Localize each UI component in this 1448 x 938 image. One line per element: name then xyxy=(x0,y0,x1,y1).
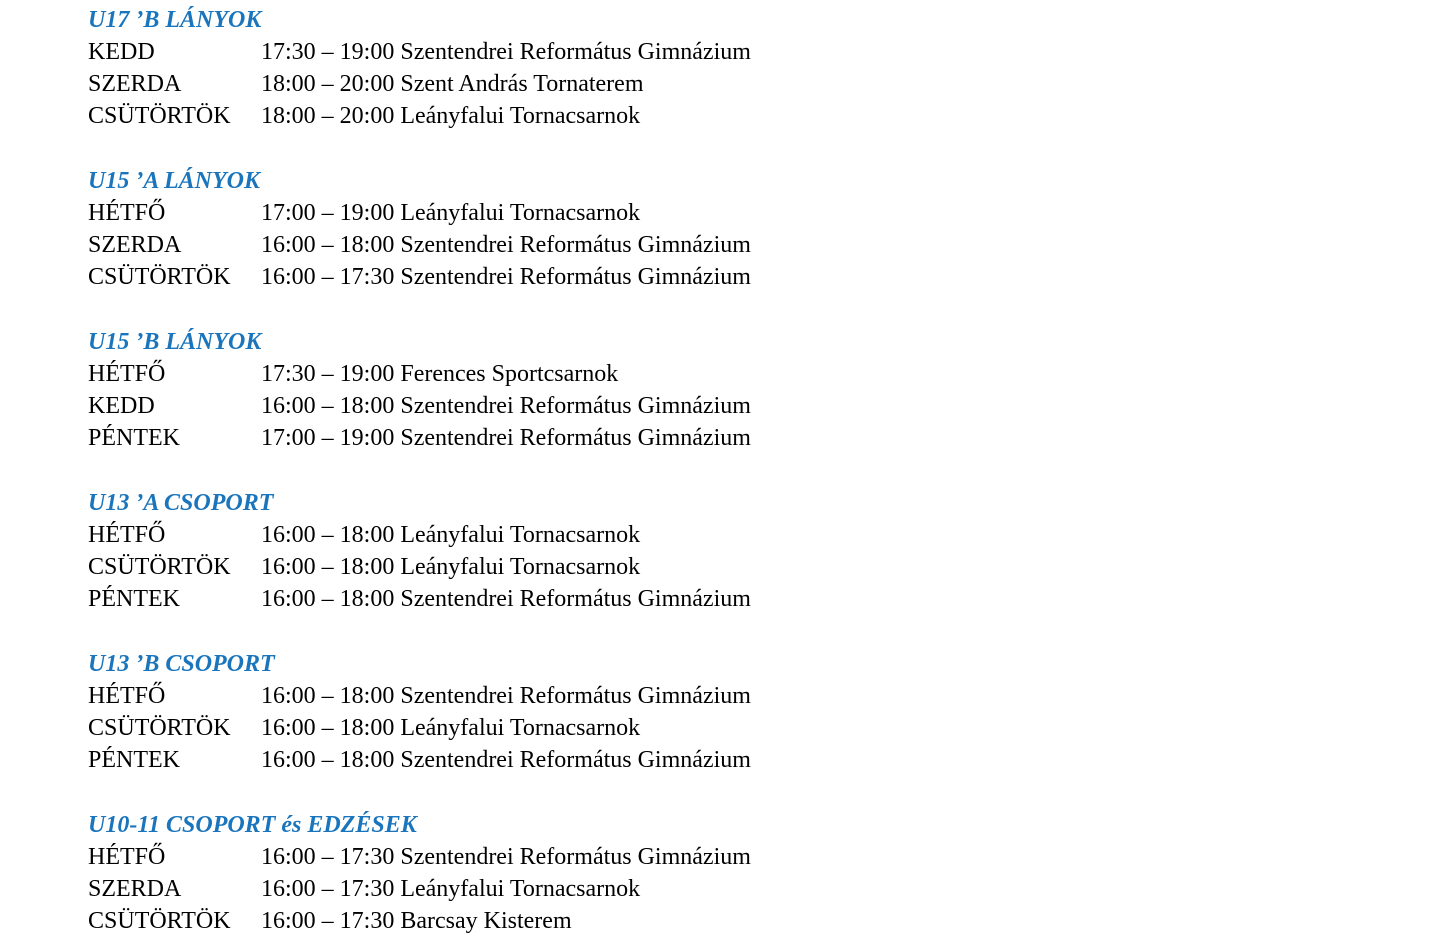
venue-name: Szent András Tornaterem xyxy=(400,71,644,97)
time-range: 17:00 – 19:00 xyxy=(261,425,395,451)
schedule-group xyxy=(88,4,1388,132)
schedule-row xyxy=(88,358,1388,390)
schedule-group xyxy=(88,648,1388,776)
time-range: 16:00 – 18:00 xyxy=(261,522,395,548)
venue-name: Leányfalui Tornacsarnok xyxy=(400,522,641,548)
time-range: 17:30 – 19:00 xyxy=(261,39,395,65)
schedule-row xyxy=(88,390,1388,422)
venue-name: Szentendrei Református Gimnázium xyxy=(400,39,751,65)
day-label: KEDD xyxy=(88,39,155,65)
venue-name: Szentendrei Református Gimnázium xyxy=(400,393,751,419)
venue-name: Szentendrei Református Gimnázium xyxy=(400,844,751,870)
venue-name: Szentendrei Református Gimnázium xyxy=(400,264,751,290)
day-label: CSÜTÖRTÖK xyxy=(88,908,231,934)
group-title: U15 ’B LÁNYOK xyxy=(88,329,262,355)
schedule-document xyxy=(88,4,1388,937)
schedule-row xyxy=(88,422,1388,454)
time-range: 18:00 – 20:00 xyxy=(261,71,395,97)
venue-name: Leányfalui Tornacsarnok xyxy=(400,715,641,741)
schedule-row xyxy=(88,905,1388,937)
venue-name: Barcsay Kisterem xyxy=(400,908,572,934)
venue-name: Szentendrei Református Gimnázium xyxy=(400,747,751,773)
schedule-group xyxy=(88,326,1388,454)
venue-name: Szentendrei Református Gimnázium xyxy=(400,683,751,709)
venue-name: Szentendrei Református Gimnázium xyxy=(400,425,751,451)
schedule-row xyxy=(88,519,1388,551)
day-label: HÉTFŐ xyxy=(88,522,166,548)
time-range: 16:00 – 18:00 xyxy=(261,747,395,773)
schedule-row xyxy=(88,261,1388,293)
schedule-row xyxy=(88,873,1388,905)
day-label: CSÜTÖRTÖK xyxy=(88,554,231,580)
day-label: KEDD xyxy=(88,393,155,419)
time-range: 16:00 – 17:30 xyxy=(261,908,395,934)
schedule-group xyxy=(88,487,1388,615)
group-title: U13 ’A CSOPORT xyxy=(88,490,274,516)
schedule-row xyxy=(88,712,1388,744)
schedule-group xyxy=(88,809,1388,937)
day-label: SZERDA xyxy=(88,71,182,97)
day-label: HÉTFŐ xyxy=(88,200,166,226)
group-title: U17 ’B LÁNYOK xyxy=(88,7,262,33)
group-title: U13 ’B CSOPORT xyxy=(88,651,275,677)
day-label: HÉTFŐ xyxy=(88,361,166,387)
group-title: U10-11 CSOPORT és EDZÉSEK xyxy=(88,812,417,838)
day-label: CSÜTÖRTÖK xyxy=(88,264,231,290)
day-label: HÉTFŐ xyxy=(88,683,166,709)
schedule-group xyxy=(88,165,1388,293)
schedule-row xyxy=(88,744,1388,776)
schedule-row xyxy=(88,100,1388,132)
schedule-row xyxy=(88,229,1388,261)
day-label: PÉNTEK xyxy=(88,747,180,773)
schedule-row xyxy=(88,680,1388,712)
day-label: CSÜTÖRTÖK xyxy=(88,103,231,129)
venue-name: Szentendrei Református Gimnázium xyxy=(400,586,751,612)
group-title: U15 ’A LÁNYOK xyxy=(88,168,261,194)
time-range: 16:00 – 18:00 xyxy=(261,683,395,709)
time-range: 16:00 – 18:00 xyxy=(261,554,395,580)
schedule-row xyxy=(88,551,1388,583)
venue-name: Ferences Sportcsarnok xyxy=(400,361,619,387)
venue-name: Szentendrei Református Gimnázium xyxy=(400,232,751,258)
venue-name: Leányfalui Tornacsarnok xyxy=(400,103,641,129)
time-range: 16:00 – 18:00 xyxy=(261,232,395,258)
time-range: 17:30 – 19:00 xyxy=(261,361,395,387)
time-range: 16:00 – 18:00 xyxy=(261,715,395,741)
day-label: PÉNTEK xyxy=(88,586,180,612)
time-range: 16:00 – 17:30 xyxy=(261,264,395,290)
day-label: PÉNTEK xyxy=(88,425,180,451)
schedule-row xyxy=(88,583,1388,615)
day-label: SZERDA xyxy=(88,876,182,902)
schedule-row xyxy=(88,68,1388,100)
venue-name: Leányfalui Tornacsarnok xyxy=(400,554,641,580)
venue-name: Leányfalui Tornacsarnok xyxy=(400,200,641,226)
schedule-row xyxy=(88,36,1388,68)
day-label: SZERDA xyxy=(88,232,182,258)
time-range: 16:00 – 18:00 xyxy=(261,586,395,612)
venue-name: Leányfalui Tornacsarnok xyxy=(400,876,641,902)
time-range: 16:00 – 18:00 xyxy=(261,393,395,419)
time-range: 16:00 – 17:30 xyxy=(261,844,395,870)
time-range: 16:00 – 17:30 xyxy=(261,876,395,902)
schedule-row xyxy=(88,841,1388,873)
day-label: CSÜTÖRTÖK xyxy=(88,715,231,741)
day-label: HÉTFŐ xyxy=(88,844,166,870)
time-range: 17:00 – 19:00 xyxy=(261,200,395,226)
schedule-row xyxy=(88,197,1388,229)
time-range: 18:00 – 20:00 xyxy=(261,103,395,129)
